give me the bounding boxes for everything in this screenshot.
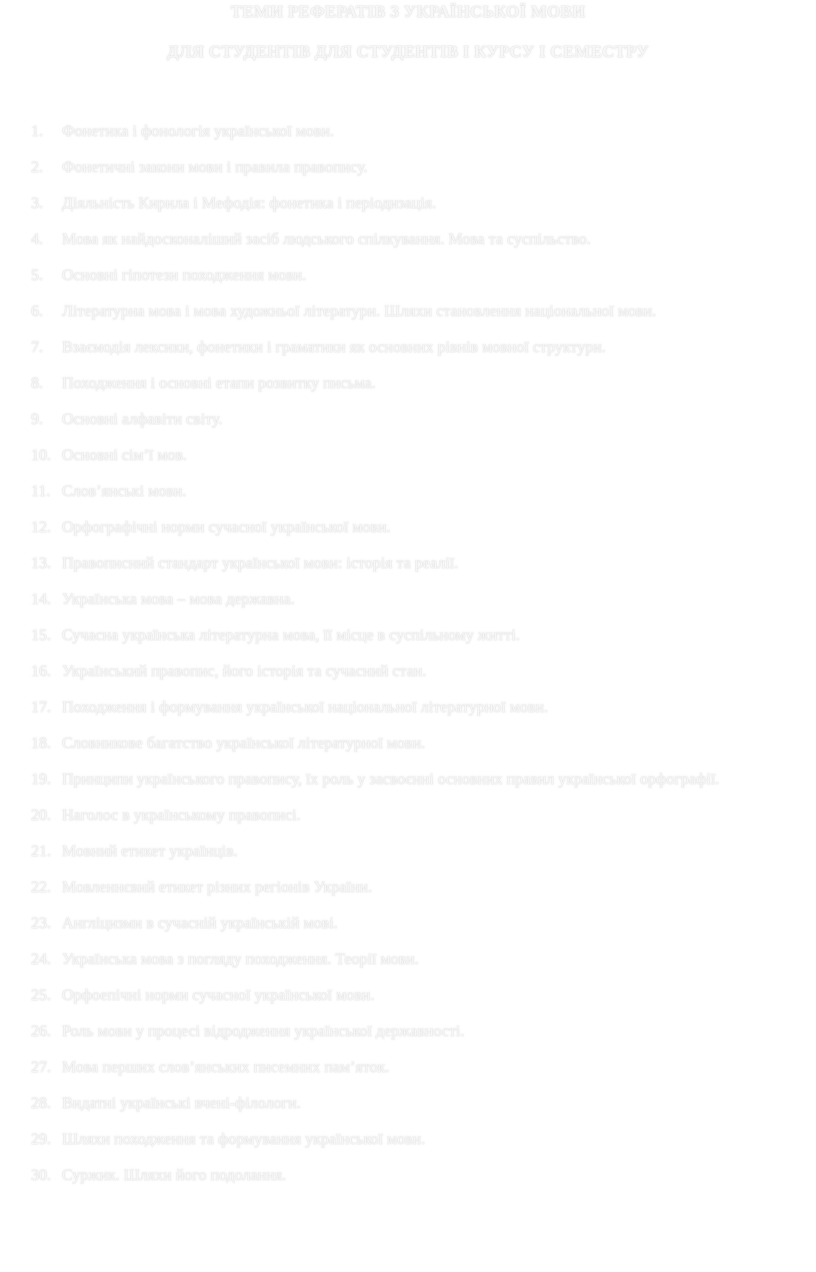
list-item (0, 402, 816, 438)
list-item (0, 906, 816, 942)
list-item-number: 28. (31, 1095, 51, 1112)
list-item-text: Основні гіпотези походження мови. (62, 267, 307, 284)
list-item-text: Орфоепічні норми сучасної української мови. (62, 987, 375, 1004)
list-item (0, 978, 816, 1014)
document-subtitle: ДЛЯ СТУДЕНТІВ ДЛЯ СТУДЕНТІВ І КУРСУ І СЕМЕСТРУ (167, 42, 649, 61)
list-item (0, 654, 816, 690)
list-item-text: Мовленнєвий етикет різних регіонів України. (62, 879, 372, 896)
list-item (0, 510, 816, 546)
list-item-number: 27. (31, 1059, 51, 1076)
list-item-text: Мовний етикет українців. (62, 843, 238, 860)
list-item-text: Основні сім’ї мов. (62, 447, 187, 464)
list-item-number: 22. (31, 879, 51, 896)
list-item (0, 798, 816, 834)
list-item (0, 1122, 816, 1158)
list-item-number: 19. (31, 771, 51, 788)
list-item-text: Український правопис, його історія та сучасний стан. (62, 663, 427, 680)
list-item-number: 14. (31, 591, 51, 608)
list-item-number: 17. (31, 699, 51, 716)
list-item (0, 294, 816, 330)
list-item-text: Наголос в українському правописі. (62, 807, 301, 824)
list-item (0, 1158, 816, 1194)
list-item (0, 546, 816, 582)
list-item-number: 29. (31, 1131, 51, 1148)
list-item (0, 582, 816, 618)
list-item-number: 10. (31, 447, 51, 464)
list-item-text: Українська мова – мова державна. (62, 591, 295, 608)
list-item-number: 2. (31, 159, 43, 176)
list-item-number: 9. (31, 411, 43, 428)
list-item-number: 13. (31, 555, 51, 572)
list-item-text: Принципи українського правопису, їх роль у засвоєнні основних правил української орфографії. (62, 771, 720, 788)
list-item-number: 12. (31, 519, 51, 536)
list-item-number: 26. (31, 1023, 51, 1040)
list-item-text: Літературна мова і мова художньої літератури. Шляхи становлення національної мови. (62, 303, 657, 320)
list-item-number: 16. (31, 663, 51, 680)
list-item (0, 762, 816, 798)
list-item-text: Суржик. Шляхи його подолання. (62, 1167, 287, 1184)
list-item (0, 690, 816, 726)
list-item (0, 186, 816, 222)
list-item (0, 870, 816, 906)
list-item-text: Взаємодія лексики, фонетики і граматики як основних рівнів мовної структури. (62, 339, 606, 356)
list-item-text: Діяльність Кирила і Мефодія: фонетика і періодизація. (62, 195, 437, 212)
list-item-number: 8. (31, 375, 43, 392)
list-item (0, 1050, 816, 1086)
list-item (0, 1014, 816, 1050)
list-item-number: 15. (31, 627, 51, 644)
list-item-number: 3. (31, 195, 43, 212)
list-item-text: Українська мова з погляду походження. Теорії мови. (62, 951, 419, 968)
list-item (0, 330, 816, 366)
list-item-text: Слов’янські мови. (62, 483, 187, 500)
list-item-text: Англіцизми в сучасній українській мові. (62, 915, 338, 932)
list-item-text: Походження і формування української національної літературної мови. (62, 699, 548, 716)
list-item (0, 942, 816, 978)
list-item-text: Мова як найдосконаліший засіб людського спілкування. Мова та суспільство. (62, 231, 591, 248)
list-item-text: Основні алфавіти світу. (62, 411, 223, 428)
list-item-number: 11. (31, 483, 51, 500)
topic-list (0, 114, 816, 1194)
document-title: ТЕМИ РЕФЕРАТІВ З УКРАЇНСЬКОЇ МОВИ (230, 2, 586, 21)
list-item-text: Фонетичні закони мови і правила правопису. (62, 159, 368, 176)
list-item-text: Орфографічні норми сучасної української мови. (62, 519, 391, 536)
list-item-text: Правописний стандарт української мови: історія та реалії. (62, 555, 459, 572)
list-item-text: Походження і основні етапи розвитку письма. (62, 375, 376, 392)
list-item-number: 30. (31, 1167, 51, 1184)
list-item-number: 20. (31, 807, 51, 824)
list-item-number: 4. (31, 231, 43, 248)
list-item-text: Видатні українські вчені-філологи. (62, 1095, 301, 1112)
list-item (0, 222, 816, 258)
list-item-text: Словникове багатство української літературної мови. (62, 735, 426, 752)
list-item-number: 1. (31, 123, 43, 140)
list-item-text: Шляхи походження та формування української мови. (62, 1131, 426, 1148)
list-item-number: 18. (31, 735, 51, 752)
list-item (0, 114, 816, 150)
list-item (0, 366, 816, 402)
list-item-number: 23. (31, 915, 51, 932)
list-item (0, 726, 816, 762)
list-item-text: Роль мови у процесі відродження української державності. (62, 1023, 465, 1040)
list-item-number: 25. (31, 987, 51, 1004)
list-item-text: Мова перших слов’янських писемних пам’яток. (62, 1059, 390, 1076)
list-item (0, 834, 816, 870)
list-item-number: 7. (31, 339, 43, 356)
list-item-number: 21. (31, 843, 51, 860)
list-item (0, 258, 816, 294)
list-item-number: 24. (31, 951, 51, 968)
list-item (0, 618, 816, 654)
list-item-number: 6. (31, 303, 43, 320)
list-item-text: Сучасна українська літературна мова, її місце в суспільному житті. (62, 627, 520, 644)
list-item (0, 438, 816, 474)
list-item (0, 1086, 816, 1122)
list-item (0, 474, 816, 510)
list-item (0, 150, 816, 186)
list-item-number: 5. (31, 267, 43, 284)
list-item-text: Фонетика і фонологія української мови. (62, 123, 334, 140)
